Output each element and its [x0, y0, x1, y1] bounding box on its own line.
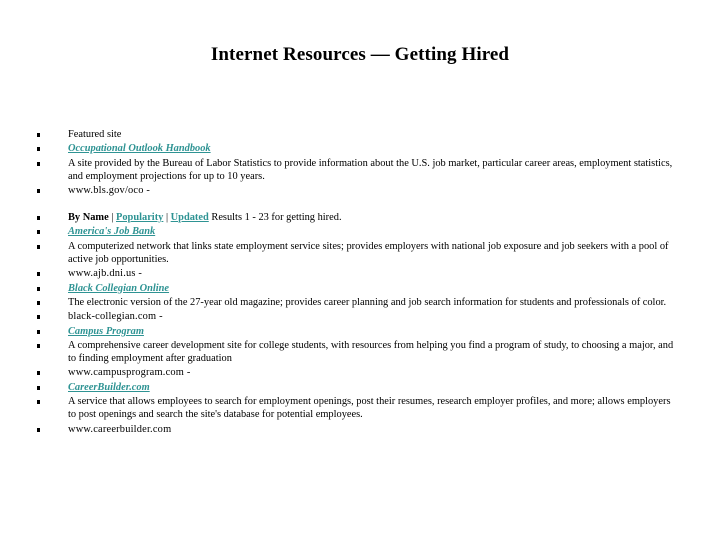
bullet-icon: [37, 272, 40, 276]
list-item: [37, 143, 677, 156]
list-item: [37, 297, 677, 310]
sort-separator: |: [111, 212, 114, 223]
result-title-link[interactable]: Black Collegian Online: [68, 282, 170, 294]
sort-separator: |: [165, 212, 169, 223]
result-title-link[interactable]: CareerBuilder.com: [68, 381, 150, 393]
sort-bar: [37, 212, 677, 225]
bullet-icon: [37, 386, 40, 390]
list-item: [37, 226, 677, 239]
bullet-icon: [37, 301, 40, 305]
list-item: [37, 326, 677, 339]
bullet-icon: [37, 371, 40, 375]
list-item: [37, 396, 677, 422]
result-url: black-collegian.com -: [68, 311, 163, 323]
list-item: [37, 268, 677, 281]
featured-label: Featured site: [68, 129, 122, 140]
bullet-icon: [37, 189, 40, 193]
bullet-icon: [37, 162, 40, 166]
list-item: [37, 129, 677, 142]
list-item: [37, 424, 677, 437]
bullet-icon: [37, 330, 40, 334]
bullet-icon: [37, 245, 40, 249]
featured-site-list: [37, 129, 677, 200]
result-url: www.ajb.dni.us -: [68, 268, 143, 280]
result-url: www.campusprogram.com -: [68, 367, 191, 379]
result-description: A comprehensive career development site for college students, with resources from helping you find a program of study, to choosing a major, and to finding employment after graduation: [68, 340, 674, 365]
bullet-icon: [37, 230, 40, 234]
result-description: A computerized network that links state employment service sites; provides employers with national job exposure and job seekers with a pool of active job opportunities.: [68, 240, 669, 265]
list-item: [37, 241, 677, 267]
result-description: A service that allows employees to search for employment openings, post their resumes, research employer profiles, and more; allows employers to post openings and search the site's database for potential employees.: [68, 396, 671, 421]
list-item: [37, 340, 677, 366]
featured-description: A site provided by the Bureau of Labor Statistics to provide information about the U.S. job market, particular career areas, employment statistics, and employment projections for up to 10 years.: [68, 157, 673, 182]
list-item: [37, 382, 677, 395]
page-title: Internet Resources — Getting Hired: [210, 44, 510, 65]
bullet-icon: [37, 428, 40, 432]
sort-by-name: By Name: [68, 212, 109, 223]
bullet-icon: [37, 216, 40, 220]
result-title-link[interactable]: America's Job Bank: [68, 226, 156, 238]
sort-popularity-link[interactable]: Popularity: [116, 212, 164, 223]
list-item: [37, 158, 677, 184]
bullet-icon: [37, 287, 40, 291]
bullet-icon: [37, 315, 40, 319]
results-list: [37, 212, 677, 438]
sort-updated-link[interactable]: Updated: [170, 212, 209, 223]
list-item: [37, 185, 677, 198]
bullet-icon: [37, 400, 40, 404]
bullet-icon: [37, 147, 40, 151]
bullet-icon: [37, 344, 40, 348]
list-item: [37, 311, 677, 324]
list-item: [37, 367, 677, 380]
bullet-icon: [37, 133, 40, 137]
list-item: [37, 283, 677, 296]
results-summary: Results 1 - 23 for getting hired.: [211, 212, 342, 223]
result-description: The electronic version of the 27-year old magazine; provides career planning and job search information for students and professionals of color.: [68, 296, 667, 308]
featured-url: www.bls.gov/oco -: [68, 185, 151, 197]
result-url: www.careerbuilder.com: [68, 423, 172, 435]
featured-site-link[interactable]: Occupational Outlook Handbook: [68, 143, 211, 155]
result-title-link[interactable]: Campus Program: [68, 325, 144, 337]
